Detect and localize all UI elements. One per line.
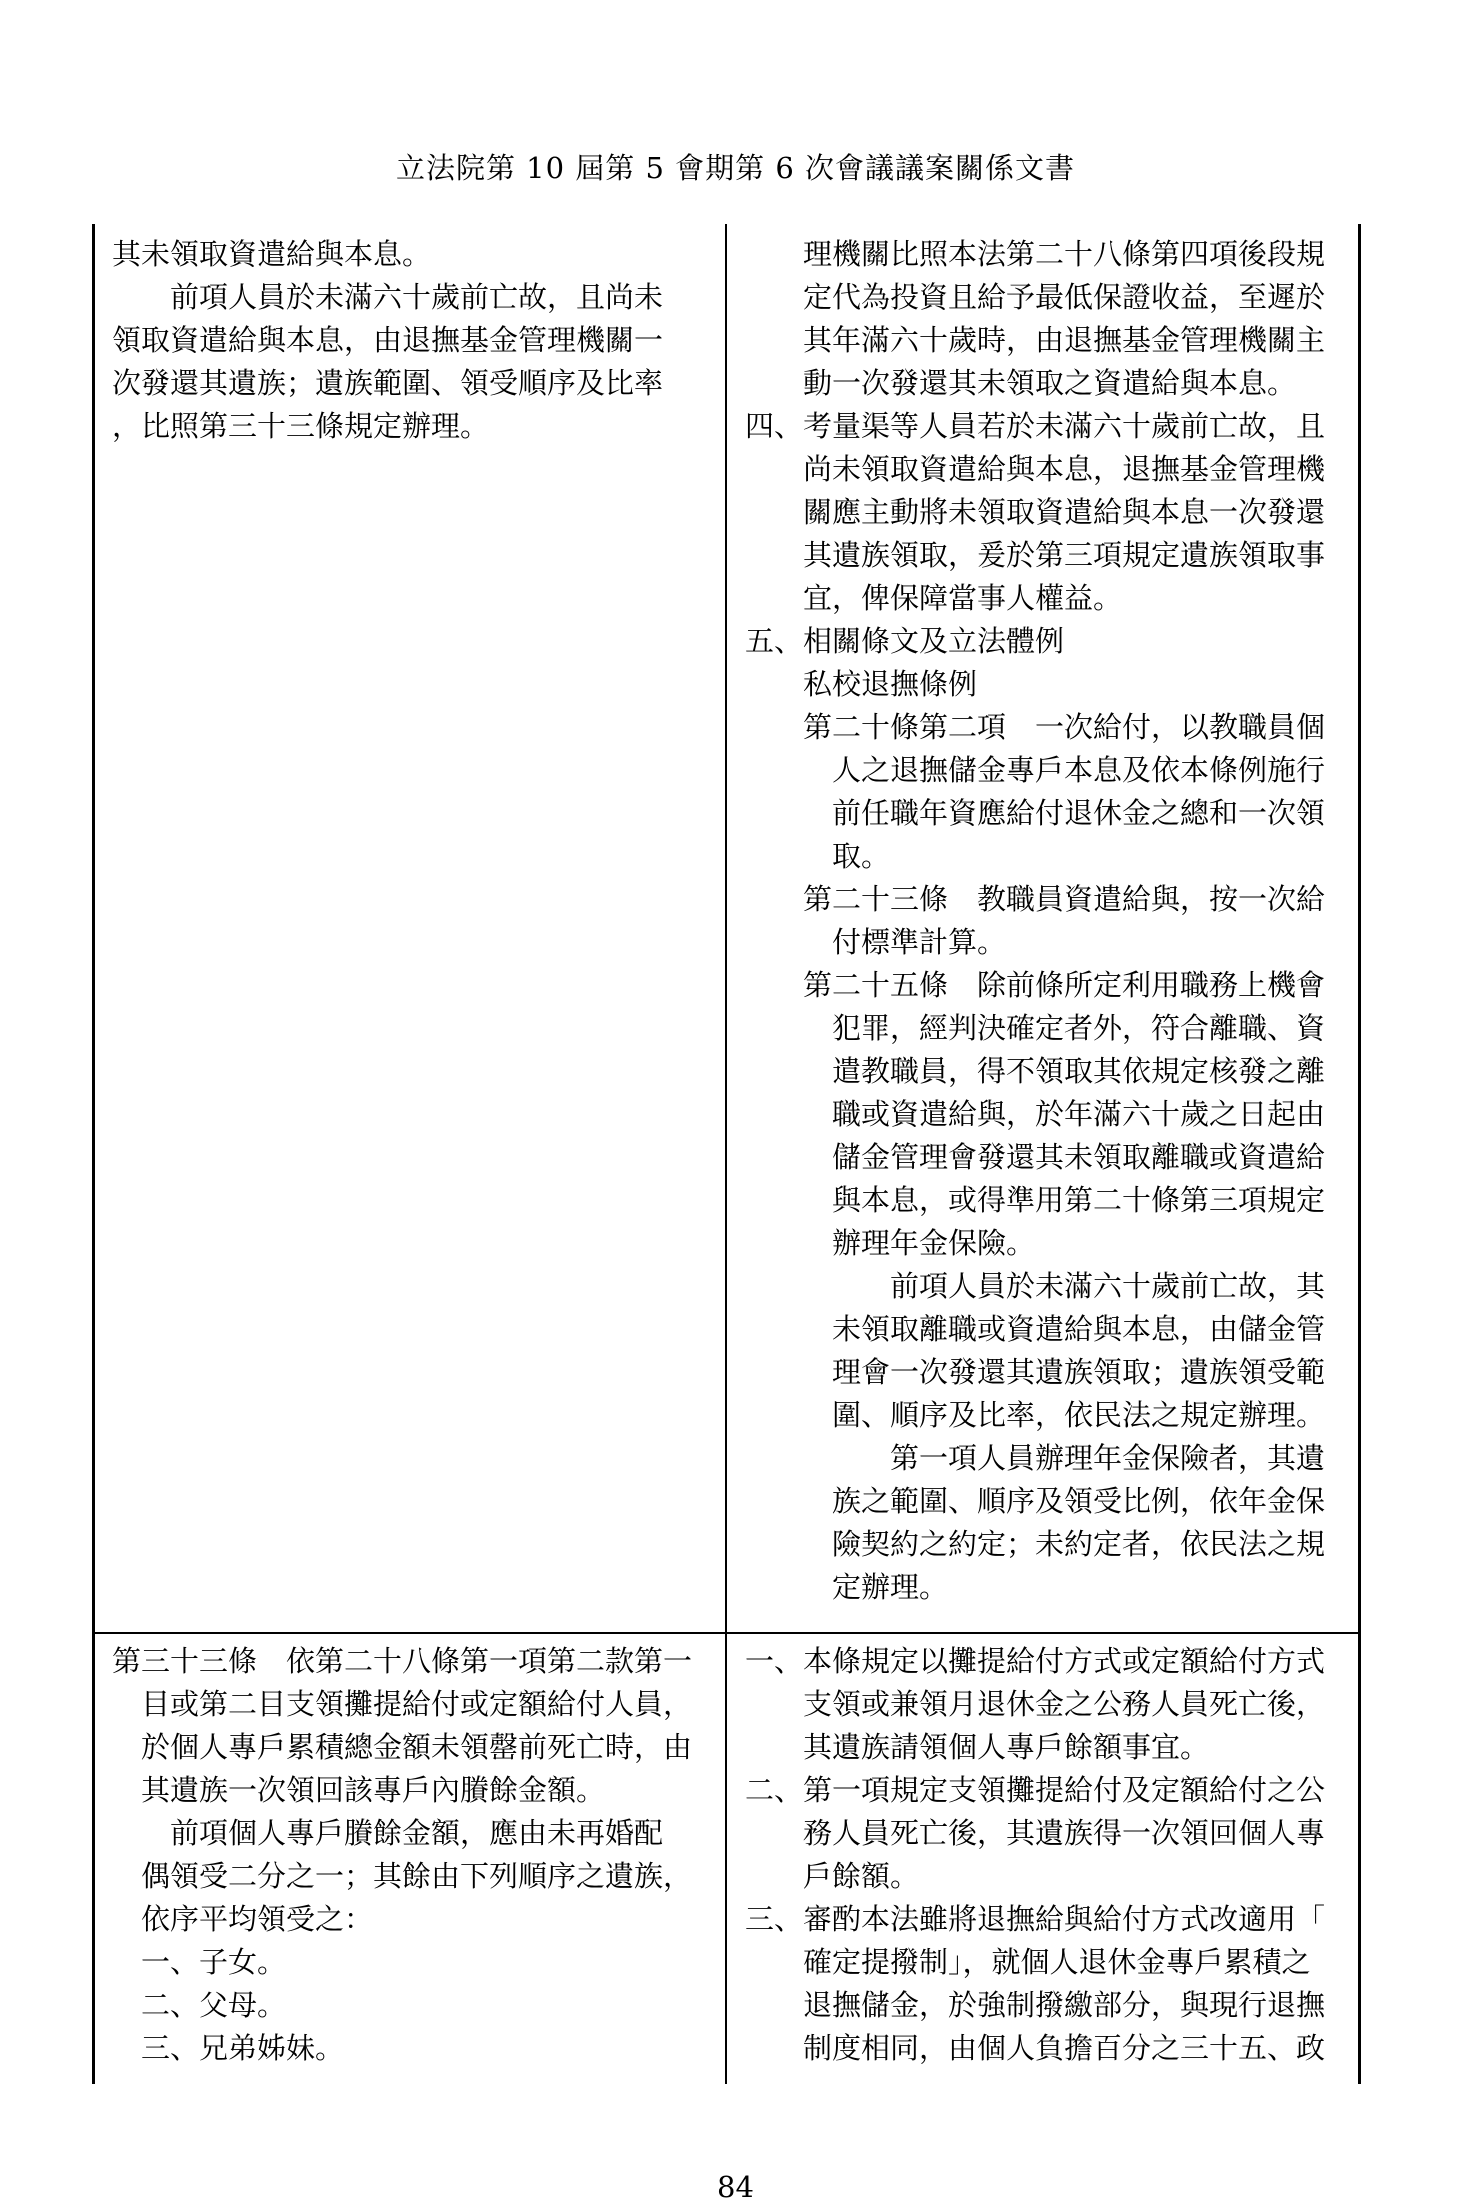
text-line: 二、第一項規定支領攤提給付及定額給付之公 [745,1773,1326,1807]
text-line: 前項人員於未滿六十歲前亡故，且尚未 [112,280,664,314]
table-cell-row1-amendment [112,233,712,1623]
text-line: 辦理年金保險。 [745,1226,1036,1260]
text-line: 二、父母。 [112,1988,287,2022]
text-line: 犯罪，經判決確定者外，符合離職、資 [745,1011,1326,1045]
text-line: 未領取離職或資遣給與本息，由儲金管 [745,1312,1326,1346]
text-line: 支領或兼領月退休金之公務人員死亡後， [745,1687,1326,1721]
text-line: 動一次發還其未領取之資遣給與本息。 [745,366,1297,400]
text-line: 宜，俾保障當事人權益。 [745,581,1123,615]
text-line: 關應主動將未領取資遣給與本息一次發還 [745,495,1326,529]
text-line: 五、相關條文及立法體例 [745,624,1065,658]
table-right-border [1358,224,1361,2084]
text-line: 四、考量渠等人員若於未滿六十歲前亡故，且 [745,409,1326,443]
text-line: 其年滿六十歲時，由退撫基金管理機關主 [745,323,1326,357]
text-line: 前任職年資應給付退休金之總和一次領 [745,796,1326,830]
page-header: 立法院第 10 屆第 5 會期第 6 次會議議案關係文書 [395,151,1076,185]
text-line: 戶餘額。 [745,1859,920,1893]
text-line: 其遺族領取，爰於第三項規定遺族領取事 [745,538,1326,572]
text-line: 務人員死亡後，其遺族得一次領回個人專 [745,1816,1326,1850]
text-line: 遣教職員，得不領取其依規定核發之離 [745,1054,1326,1088]
table-row-divider [92,1632,1361,1634]
table-cell-row1-explanation [745,233,1355,1623]
text-line: 三、審酌本法雖將退撫給與給付方式改適用「 [745,1902,1326,1936]
text-line: ，比照第三十三條規定辦理。 [112,409,490,443]
text-line: 其未領取資遣給與本息。 [112,237,432,271]
text-line: 三、兄弟姊妹。 [112,2031,345,2065]
text-line: 依序平均領受之： [112,1902,374,1936]
text-line: 儲金管理會發還其未領取離職或資遣給 [745,1140,1326,1174]
text-line: 第二十三條 教職員資遣給與，按一次給 [745,882,1326,916]
table-cell-row2-amendment [112,1640,712,2080]
text-line: 前項個人專戶賸餘金額，應由未再婚配 [112,1816,664,1850]
text-line: 職或資遣給與，於年滿六十歲之日起由 [745,1097,1326,1131]
text-line: 險契約之約定；未約定者，依民法之規 [745,1527,1326,1561]
text-line: 目或第二目支領攤提給付或定額給付人員， [112,1687,693,1721]
text-line: 偶領受二分之一；其餘由下列順序之遺族， [112,1859,693,1893]
text-line: 一、本條規定以攤提給付方式或定額給付方式 [745,1644,1326,1678]
text-line: 取。 [745,839,891,873]
text-line: 其遺族請領個人專戶餘額事宜。 [745,1730,1210,1764]
text-line: 領取資遣給與本息，由退撫基金管理機關一 [112,323,664,357]
text-line: 次發還其遺族；遺族範圍、領受順序及比率 [112,366,664,400]
text-line: 前項人員於未滿六十歲前亡故，其 [745,1269,1326,1303]
text-line: 於個人專戶累積總金額未領罄前死亡時，由 [112,1730,693,1764]
text-line: 尚未領取資遣給與本息，退撫基金管理機 [745,452,1326,486]
text-line: 理會一次發還其遺族領取；遺族領受範 [745,1355,1326,1389]
text-line: 付標準計算。 [745,925,1007,959]
text-line: 與本息，或得準用第二十條第三項規定 [745,1183,1326,1217]
text-line: 人之退撫儲金專戶本息及依本條例施行 [745,753,1326,787]
text-line: 退撫儲金，於強制撥繳部分，與現行退撫 [745,1988,1326,2022]
text-line: 圍、順序及比率，依民法之規定辦理。 [745,1398,1326,1432]
table-left-border [92,224,95,2084]
text-line: 其遺族一次領回該專戶內賸餘金額。 [112,1773,606,1807]
text-line: 理機關比照本法第二十八條第四項後段規 [745,237,1326,271]
table-column-divider [725,224,727,2084]
text-line: 確定提撥制」，就個人退休金專戶累積之 [745,1945,1311,1979]
text-line: 定代為投資且給予最低保證收益，至遲於 [745,280,1326,314]
text-line: 一、子女。 [112,1945,287,1979]
text-line: 制度相同，由個人負擔百分之三十五、政 [745,2031,1326,2065]
text-line: 第二十條第二項 一次給付，以教職員個 [745,710,1326,744]
text-line: 第三十三條 依第二十八條第一項第二款第一 [112,1644,693,1678]
text-line: 第一項人員辦理年金保險者，其遺 [745,1441,1326,1475]
text-line: 族之範圍、順序及領受比例，依年金保 [745,1484,1326,1518]
table-cell-row2-explanation [745,1640,1355,2080]
page-number: 84 [717,2170,754,2204]
text-line: 私校退撫條例 [745,667,978,701]
text-line: 第二十五條 除前條所定利用職務上機會 [745,968,1326,1002]
text-line: 定辦理。 [745,1570,949,1604]
